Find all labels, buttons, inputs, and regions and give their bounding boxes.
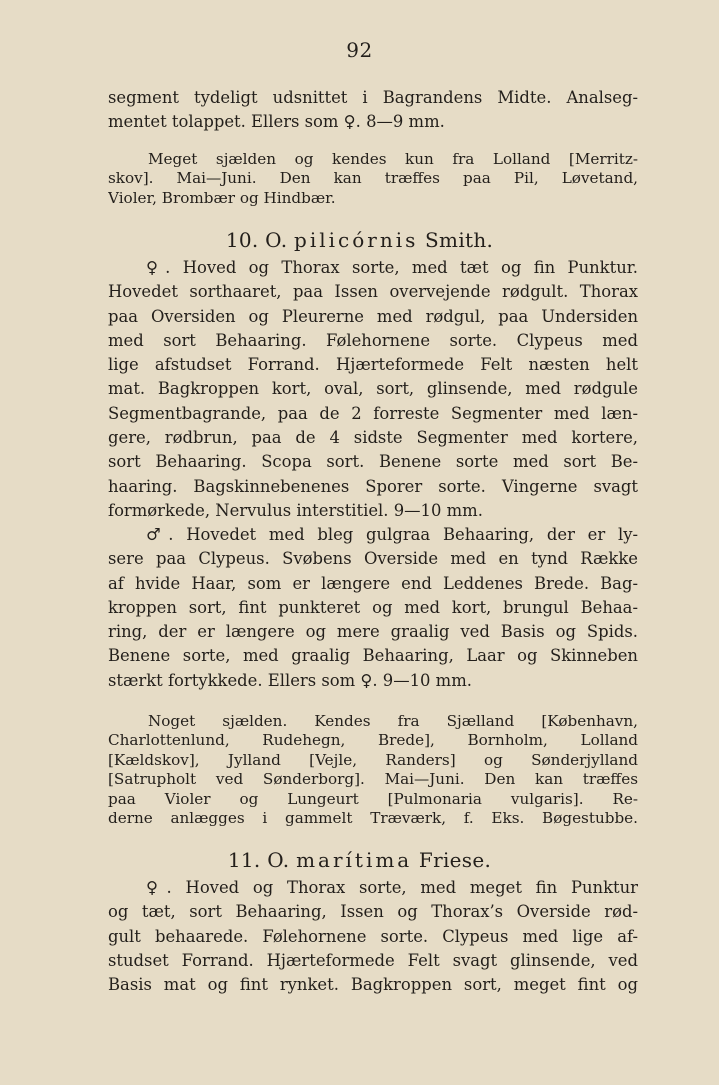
text-line: ring, der er længere og mere graalig ved Basis og Spids.	[108, 622, 638, 642]
text-line: skov]. Mai—Juni. Den kan træffes paa Pil, Løvetand,	[108, 169, 638, 188]
text-line: segment tydeligt udsnittet i Bagrandens Midte. Analseg-	[108, 88, 638, 107]
text-line: Hovedet sorthaaret, paa Issen overvejende rødgult. Thorax	[108, 282, 638, 302]
text-line: sere paa Clypeus. Svøbens Overside med en tynd Række	[108, 549, 638, 569]
text-line: paa Oversiden og Pleurerne med rødgul, paa Undersiden	[108, 306, 638, 326]
text-line: gere, rødbrun, paa de 4 sidste Segmenter med kortere,	[108, 428, 638, 448]
intro-note	[108, 150, 638, 208]
text-line: stærkt fortykkede. Ellers som ♀. 9—10 mm.	[108, 670, 472, 690]
distribution-note-10	[108, 712, 638, 828]
text-line: og tæt, sort Behaaring, Issen og Thorax’s Overside rød-	[108, 902, 638, 922]
text-line: Benene sorte, med graalig Behaaring, Laar og Skinneben	[108, 646, 638, 666]
text-line: med sort Behaaring. Følehornene sorte. Clypeus med	[108, 330, 638, 350]
species-heading-10	[0, 228, 719, 252]
text-line: mat. Bagkroppen kort, oval, sort, glinsende, med rødgule	[108, 379, 638, 399]
text-line: haaring. Bagskinnebenenes Sporer sorte. Vingerne svagt	[108, 476, 638, 496]
species-epithet: pilicórnis	[294, 228, 419, 252]
text-line: Charlottenlund, Rudehegn, Brede], Bornholm, Lolland	[108, 731, 638, 750]
species-author: Smith.	[425, 228, 494, 252]
species-epithet: marítima	[296, 848, 413, 872]
species-heading-11	[0, 848, 719, 872]
text-line: Violer, Brombær og Hindbær.	[108, 188, 336, 207]
female-description-10	[108, 256, 638, 523]
text-line: paa Violer og Lungeurt [Pulmonaria vulgaris]. Re-	[108, 789, 638, 808]
species-number: 10. O.	[225, 228, 288, 252]
text-line: gult behaarede. Følehornene sorte. Clypeus med lige af-	[108, 926, 638, 946]
text-line: sort Behaaring. Scopa sort. Benene sorte med sort Be-	[108, 452, 638, 472]
text-line: Noget sjælden. Kendes fra Sjælland [København,	[148, 712, 638, 730]
text-line: formørkede, Nervulus interstitiel. 9—10 mm.	[108, 500, 483, 520]
text-line: Basis mat og fint rynket. Bagkroppen sort, meget fint og	[108, 975, 638, 995]
text-line: lige afstudset Forrand. Hjærteformede Felt næsten helt	[108, 355, 638, 375]
text-line: [Satrupholt ved Sønderborg]. Mai—Juni. Den kan træffes	[108, 770, 638, 789]
species-author: Friese.	[418, 848, 492, 872]
text-line: af hvide Haar, som er længere end Leddenes Brede. Bag-	[108, 573, 638, 593]
text-line: Meget sjælden og kendes kun fra Lolland [Merritz-	[148, 150, 638, 168]
female-description-11	[108, 876, 638, 997]
male-description-10	[108, 523, 638, 693]
species-number: 11. O.	[227, 848, 290, 872]
text-line: ♀. Hoved og Thorax sorte, med tæt og fin Punktur.	[146, 258, 638, 277]
text-line: kroppen sort, fint punkteret og med kort, brungul Behaa-	[108, 597, 638, 617]
text-line: ♀. Hoved og Thorax sorte, med meget fin Punktur	[146, 878, 638, 897]
text-line: mentet tolappet. Ellers som ♀. 8—9 mm.	[108, 112, 445, 132]
text-line: Segmentbagrande, paa de 2 forreste Segmenter med læn-	[108, 403, 638, 423]
intro-paragraph	[108, 86, 638, 135]
text-line: ♂. Hovedet med bleg gulgraa Behaaring, der er ly-	[146, 525, 638, 544]
text-line: [Kældskov], Jylland [Vejle, Randers] og Sønderjylland	[108, 750, 638, 769]
text-line: studset Forrand. Hjærteformede Felt svagt glinsende, ved	[108, 950, 638, 970]
page-number: 92	[346, 38, 373, 62]
text-line: derne anlægges i gammelt Træværk, f. Eks. Bøgestubbe.	[108, 808, 638, 827]
